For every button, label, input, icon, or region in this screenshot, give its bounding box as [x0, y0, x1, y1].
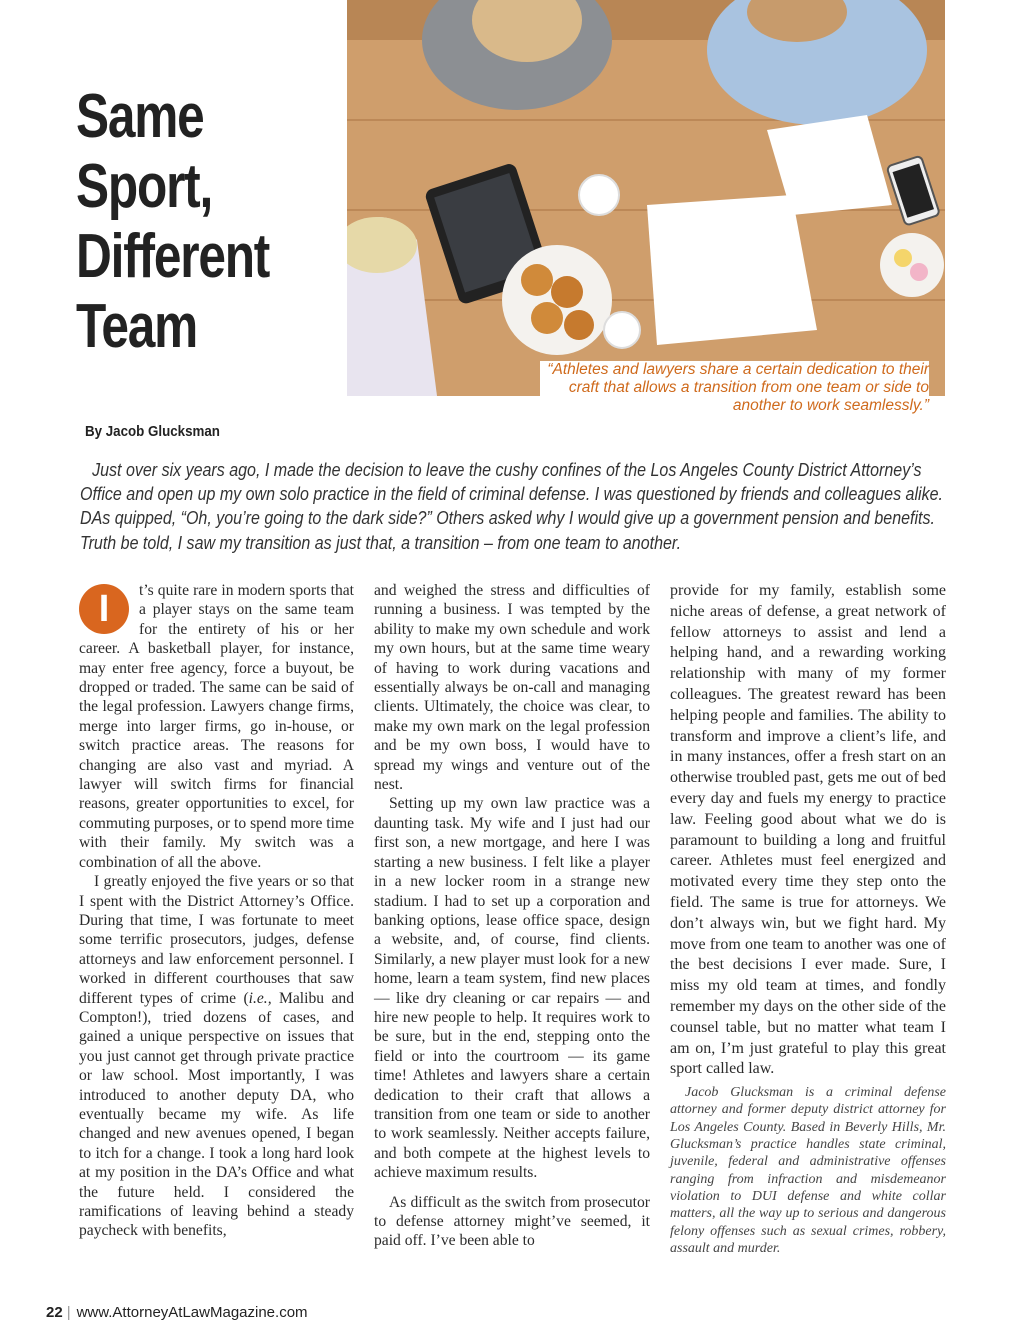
body-paragraph: provide for my family, establish some niche areas of defense, a great network of fellow attorneys to assist and lend a helping hand, and a rewarding working relationship with many of my former colleagues. The greatest reward has been helping people and families. The ability to transform and improve a client’s life, and in many instances, offer a fresh start on an otherwise troubled past, gets me out of bed every day and fuels my energy to practice law. Feeling good about what we do is paramount to building a long and fruitful career. Athletes must feel energized and motivated every time they step onto the field. The same is true for attorneys. We don’t always win, but we fight hard. My move from one team to another was one of the best decisions I ever made. Sure, I miss my old team at times, and fondly remember my days on the other side of the counsel table, but no matter what team I am on, I’m just grateful to play this great sport called law. [670, 582, 946, 1078]
page-number: 22 [46, 1304, 63, 1321]
body-paragraph: As difficult as the switch from prosecutor to defense attorney might’ve seemed, it paid off. I’ve been able to [374, 1193, 650, 1250]
author-bio: Jacob Glucksman is a criminal defense attorney and former deputy district attorney for Los Angeles County. Based in Beverly Hills, Mr. Glucksman’s practice handles state criminal, juvenile, federal and administrative offenses ranging from infraction and misdemeanor violation to DUI defense and white collar matters, all the way up to serious and dangerous felony offenses such as sexual crimes, robbery, assault and murder. [670, 1085, 946, 1256]
body-column-3 [670, 581, 946, 1257]
intro-paragraph: Just over six years ago, I made the decision to leave the cushy confines of the Los Angeles County District Attorney’s Office and open up my own solo practice in the field of criminal defense. I was questioned by friends and colleagues alike. DAs quipped, “Oh, you’re going to the dark side?” Others asked why I would give up a government pension and benefits. Truth be told, I saw my transition as just that, a transition – from one team to another. [80, 459, 943, 553]
emphasis-text: i.e., [248, 989, 272, 1007]
footer-separator: | [66, 1304, 71, 1321]
drop-cap: I [79, 584, 129, 634]
website-url: www.AttorneyAtLawMagazine.com [76, 1304, 308, 1321]
paragraph-text: Malibu and Compton!), tried dozens of cases, and gained a unique perspective on issues that you just cannot get through private practice or law school. Most importantly, I was introduced to another deputy DA, who eventually became my wife. As life changed and new avenues opened, I began to itch for a change. I took a long hard look at my position in the DA’s Office and what the future held. I considered the ramifications of leaving behind a steady paycheck with benefits, [79, 989, 354, 1240]
meeting-table-illustration [347, 0, 945, 396]
byline: By Jacob Glucksman [85, 424, 220, 440]
body-paragraph: and weighed the stress and difficulties of running a business. I was tempted by the ability to make my own schedule and work my own hours, but at the same time weary of having to work during vacations and essentially always be on-call and managing clients. Ultimately, the choice was clear, to make my own mark on the legal profession and be my own boss, I would have to spread my wings and venture out of the nest. [374, 582, 650, 794]
paragraph-text: I greatly enjoyed the five years or so that I spent with the District Attorney’s Office. During that time, I was fortunate to meet some terrific prosecutors, judges, defense attorneys and law enforcement personnel. I worked in different courthouses that saw different types of crime ( [79, 873, 354, 1007]
body-paragraph: Setting up my own law practice was a daunting task. My wife and I just had our first son, a new mortgage, and here I was starting a new business. I felt like a player in a new locker room in a strange new stadium. I had to set up a corporation and banking options, lease office space, design a website, and, of course, find clients. Similarly, a new player must look for a new home, learn a team system, find new places — like dry cleaning or car repairs — and hire new people to help. It requires work to be sure, but in the end, stepping onto the field or into the courtroom — its game time! Athletes and lawyers share a certain dedication to their craft that allows a transition from one team or side to another to work seamlessly. Neither accepts failure, and both compete at the highest levels to achieve maximum results. [374, 795, 650, 1182]
body-paragraph [79, 581, 354, 872]
pull-quote-text: “Athletes and lawyers share a certain dedication to their craft that allows a transition from one team or side to another to work seamlessly.” [547, 361, 929, 414]
page-footer [46, 1304, 308, 1321]
body-column-1 [79, 581, 354, 1241]
article-photo [347, 0, 945, 396]
body-column-2 [374, 581, 650, 1251]
article-title: Same Sport, Different Team [76, 82, 270, 361]
body-paragraph [79, 872, 354, 1241]
paragraph-text: t’s quite rare in modern sports that a player stays on the same team for the entirety of his or her career. A basketball player, for instance, may enter free agency, force a buyout, be dropped or traded. The same can be said of the legal profession. Lawyers change firms, merge into larger firms, go in-house, or switch practice areas. The reasons for changing are also vast and myriad. A lawyer will switch firms for financial reasons, greater opportunities to excel, for commuting purposes, or to spend more time with their family. My switch was a combination of all the above. [79, 582, 355, 871]
pull-quote [540, 361, 929, 414]
